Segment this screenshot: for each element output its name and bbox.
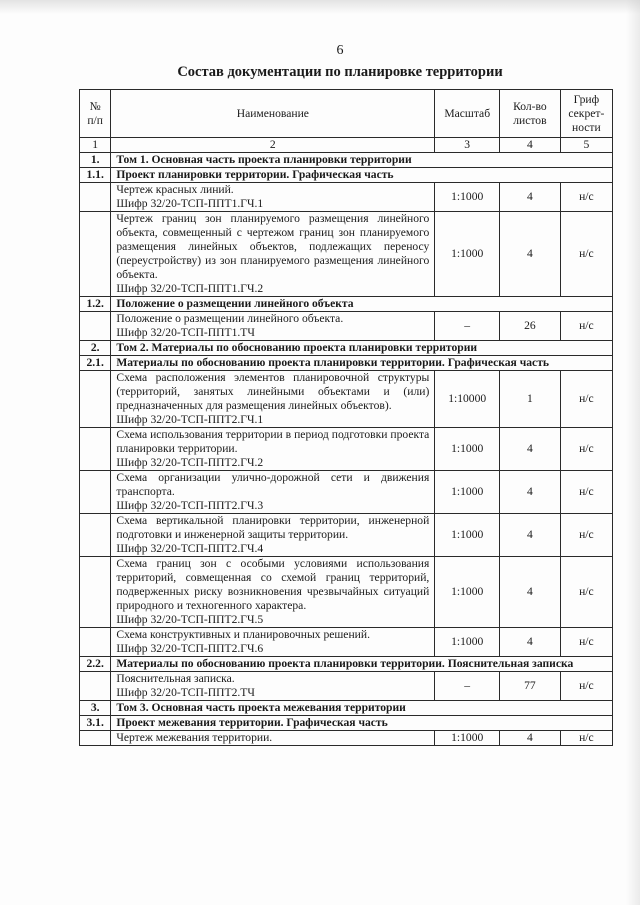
secrecy-cell: н/с bbox=[560, 628, 612, 657]
row-number-empty bbox=[80, 672, 111, 701]
document-name-cell bbox=[111, 672, 435, 701]
table-row bbox=[80, 428, 613, 471]
row-number-empty bbox=[80, 212, 111, 297]
subsection-row bbox=[80, 716, 613, 731]
table-row bbox=[80, 628, 613, 657]
scale-cell: 1:1000 bbox=[435, 628, 500, 657]
sheet-count-cell: 4 bbox=[500, 471, 561, 514]
row-number-empty bbox=[80, 471, 111, 514]
header-scale: Масштаб bbox=[435, 90, 500, 138]
row-number: 1.2. bbox=[80, 297, 111, 312]
scale-cell: 1:1000 bbox=[435, 471, 500, 514]
table-row bbox=[80, 557, 613, 628]
row-number: 2.1. bbox=[80, 356, 111, 371]
document-cipher: Шифр 32/20-ТСП-ППТ2.ГЧ.4 bbox=[116, 542, 264, 555]
header-qty: Кол-во листов bbox=[500, 90, 561, 138]
document-name: Схема границ зон с особыми условиями использования территорий, совмещенная со схемой границ территорий, подверженных риску возникновения чрезвычайных ситуаций природного и техногенного характера. bbox=[116, 557, 430, 612]
section-title: Том 3. Основная часть проекта межевания территории bbox=[111, 701, 613, 716]
page-number: 6 bbox=[336, 43, 344, 58]
document-name: Схема расположения элементов планировочной структуры (территорий, занятых линейными объектами и (или) предназначенных для размещения линейных объектов). bbox=[116, 371, 430, 412]
row-number-empty bbox=[80, 731, 111, 746]
table-row bbox=[80, 312, 613, 341]
document-cipher: Шифр 32/20-ТСП-ППТ2.ГЧ.1 bbox=[116, 413, 264, 426]
column-index: 1 bbox=[80, 138, 111, 153]
scale-cell: 1:1000 bbox=[435, 428, 500, 471]
document-name-cell bbox=[111, 514, 435, 557]
page-title: Состав документации по планировке территории bbox=[177, 64, 503, 80]
sheet-count-cell: 4 bbox=[500, 628, 561, 657]
header-num: № п/п bbox=[80, 90, 111, 138]
table-row bbox=[80, 212, 613, 297]
secrecy-cell: н/с bbox=[560, 672, 612, 701]
row-number: 1. bbox=[80, 153, 111, 168]
document-cipher: Шифр 32/20-ТСП-ППТ1.ГЧ.1 bbox=[116, 197, 264, 210]
scale-cell: – bbox=[435, 672, 500, 701]
table-row bbox=[80, 672, 613, 701]
row-number-empty bbox=[80, 371, 111, 428]
row-number: 2.2. bbox=[80, 657, 111, 672]
sheet-count-cell: 26 bbox=[500, 312, 561, 341]
column-index: 2 bbox=[111, 138, 435, 153]
sheet-count-cell: 4 bbox=[500, 183, 561, 212]
section-row bbox=[80, 341, 613, 356]
document-cipher: Шифр 32/20-ТСП-ППТ2.ГЧ.2 bbox=[116, 456, 264, 469]
scale-cell: 1:1000 bbox=[435, 731, 500, 746]
secrecy-cell: н/с bbox=[560, 183, 612, 212]
document-name: Схема вертикальной планировки территории, инженерной подготовки и инженерной защиты территории. bbox=[116, 514, 430, 541]
document-name-cell bbox=[111, 212, 435, 297]
section-title: Том 2. Материалы по обоснованию проекта планировки территории bbox=[111, 341, 613, 356]
document-cipher: Шифр 32/20-ТСП-ППТ1.ГЧ.2 bbox=[116, 282, 264, 295]
document-name: Схема организации улично-дорожной сети и движения транспорта. bbox=[116, 471, 430, 498]
secrecy-cell: н/с bbox=[560, 428, 612, 471]
secrecy-cell: н/с bbox=[560, 371, 612, 428]
table-row bbox=[80, 731, 613, 746]
sheet-count-cell: 77 bbox=[500, 672, 561, 701]
document-cipher: Шифр 32/20-ТСП-ППТ2.ТЧ bbox=[116, 686, 255, 699]
document-name-cell bbox=[111, 628, 435, 657]
section-title: Том 1. Основная часть проекта планировки территории bbox=[111, 153, 613, 168]
subsection-row bbox=[80, 356, 613, 371]
secrecy-cell: н/с bbox=[560, 731, 612, 746]
column-index: 3 bbox=[435, 138, 500, 153]
subsection-row bbox=[80, 297, 613, 312]
row-number-empty bbox=[80, 312, 111, 341]
subsection-title: Материалы по обоснованию проекта планировки территории. Графическая часть bbox=[111, 356, 613, 371]
scale-cell: 1:10000 bbox=[435, 371, 500, 428]
subsection-row bbox=[80, 168, 613, 183]
document-name-cell bbox=[111, 183, 435, 212]
page-right-shadow bbox=[626, 0, 640, 905]
document-name: Чертеж межевания территории. bbox=[116, 731, 273, 744]
row-number: 1.1. bbox=[80, 168, 111, 183]
row-number-empty bbox=[80, 183, 111, 212]
document-name-cell bbox=[111, 471, 435, 514]
document-name-cell bbox=[111, 312, 435, 341]
documentation-table bbox=[79, 89, 613, 746]
document-cipher: Шифр 32/20-ТСП-ППТ2.ГЧ.5 bbox=[116, 613, 264, 626]
subsection-row bbox=[80, 657, 613, 672]
document-name: Схема использования территории в период подготовки проекта планировки территории. bbox=[116, 428, 430, 455]
row-number: 3.1. bbox=[80, 716, 111, 731]
table-row bbox=[80, 471, 613, 514]
section-row bbox=[80, 701, 613, 716]
header-grif: Гриф секрет-ности bbox=[560, 90, 612, 138]
document-name: Чертеж красных линий. bbox=[116, 183, 234, 196]
scale-cell: 1:1000 bbox=[435, 212, 500, 297]
document-name: Пояснительная записка. bbox=[116, 672, 235, 685]
secrecy-cell: н/с bbox=[560, 312, 612, 341]
document-cipher: Шифр 32/20-ТСП-ППТ2.ГЧ.6 bbox=[116, 642, 264, 655]
sheet-count-cell: 4 bbox=[500, 212, 561, 297]
document-cipher: Шифр 32/20-ТСП-ППТ1.ТЧ bbox=[116, 326, 255, 339]
secrecy-cell: н/с bbox=[560, 557, 612, 628]
column-index: 4 bbox=[500, 138, 561, 153]
page-top-shadow bbox=[0, 0, 640, 14]
secrecy-cell: н/с bbox=[560, 514, 612, 557]
scale-cell: 1:1000 bbox=[435, 183, 500, 212]
document-name-cell bbox=[111, 371, 435, 428]
document-name: Чертеж границ зон планируемого размещения линейного объекта, совмещенный с чертежом границ зон планируемого размещения линейных объектов, подлежащих переносу (переустройству) из зон планируемого размещения линейного объекта. bbox=[116, 212, 430, 281]
row-number: 3. bbox=[80, 701, 111, 716]
row-number-empty bbox=[80, 628, 111, 657]
table-row bbox=[80, 371, 613, 428]
subsection-title: Положение о размещении линейного объекта bbox=[111, 297, 613, 312]
row-number-empty bbox=[80, 514, 111, 557]
subsection-title: Проект планировки территории. Графическая часть bbox=[111, 168, 613, 183]
sheet-count-cell: 4 bbox=[500, 557, 561, 628]
document-name-cell bbox=[111, 731, 435, 746]
column-index-row bbox=[80, 138, 613, 153]
document-name-cell bbox=[111, 428, 435, 471]
table-row bbox=[80, 183, 613, 212]
sheet-count-cell: 4 bbox=[500, 428, 561, 471]
table-row bbox=[80, 514, 613, 557]
sheet-count-cell: 4 bbox=[500, 514, 561, 557]
document-name-cell bbox=[111, 557, 435, 628]
column-index: 5 bbox=[560, 138, 612, 153]
document-name: Положение о размещении линейного объекта. bbox=[116, 312, 344, 325]
sheet-count-cell: 4 bbox=[500, 731, 561, 746]
table-header-row bbox=[80, 90, 613, 138]
secrecy-cell: н/с bbox=[560, 471, 612, 514]
row-number: 2. bbox=[80, 341, 111, 356]
row-number-empty bbox=[80, 428, 111, 471]
subsection-title: Проект межевания территории. Графическая часть bbox=[111, 716, 613, 731]
section-row bbox=[80, 153, 613, 168]
secrecy-cell: н/с bbox=[560, 212, 612, 297]
document-cipher: Шифр 32/20-ТСП-ППТ2.ГЧ.3 bbox=[116, 499, 264, 512]
row-number-empty bbox=[80, 557, 111, 628]
header-name: Наименование bbox=[111, 90, 435, 138]
scale-cell: – bbox=[435, 312, 500, 341]
document-name: Схема конструктивных и планировочных решений. bbox=[116, 628, 370, 641]
subsection-title: Материалы по обоснованию проекта планировки территории. Пояснительная записка bbox=[111, 657, 613, 672]
sheet-count-cell: 1 bbox=[500, 371, 561, 428]
scale-cell: 1:1000 bbox=[435, 557, 500, 628]
scale-cell: 1:1000 bbox=[435, 514, 500, 557]
